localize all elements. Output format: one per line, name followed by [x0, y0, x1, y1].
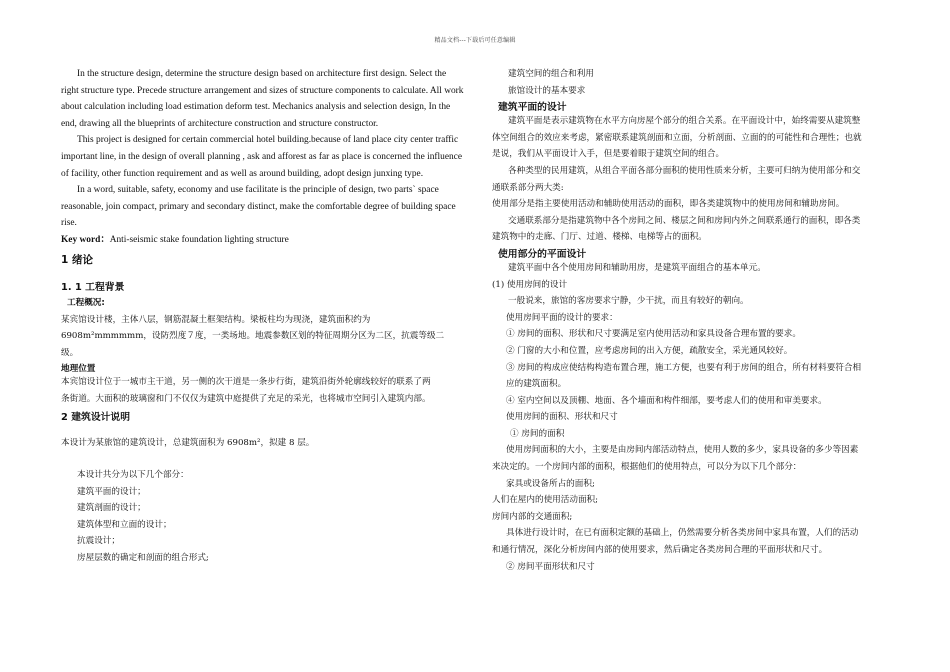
text-line: 建筑空间的组合和利用 [508, 69, 594, 79]
text-line: (1) 使用房间的设计 [492, 279, 568, 290]
design-parts-list [61, 467, 473, 567]
page-header: 精品文档---下载后可任意编辑 [434, 37, 516, 44]
text-line: 使用房间的面积、形状和尺寸 [506, 412, 618, 423]
text-line: 一般说来，旅馆的客房要求宁静，少干扰，而且有较好的朝向。 [508, 296, 749, 307]
text-line: 建筑物中的走廊、门厅、过道、楼梯、电梯等占的面积。 [492, 232, 707, 243]
text-line: 使用房间面积的大小，主要是由房间内部活动特点，使用人数的多少，家具设备的多少等因素 [506, 445, 859, 456]
design-paragraph [492, 525, 902, 558]
location-paragraph [61, 374, 473, 407]
use-part-title: 使用部分的平面设计 [498, 248, 587, 260]
text-line: 来决定的。一个房间内部的面积，根据他们的使用特点，可以分为以下几个部分： [492, 462, 802, 473]
abstract-paragraph-2 [61, 132, 473, 182]
text-line: 具体进行设计时，在已有面积定额的基础上，仍然需要分析各类房间中家具布置，人们的活动 [506, 528, 859, 539]
text-line: 旅馆设计的基本要求 [508, 85, 586, 96]
section-1-1-title: 1. 1 工程背景 [61, 281, 125, 293]
list-item: 建筑剖面的设计； [77, 503, 146, 514]
keywords-text: Anti-seismic stake foundation lighting structure [109, 234, 289, 245]
plan-paragraph-4 [492, 213, 902, 246]
text-line: 本宾馆设计位于一城市主干道，另一侧的次干道是一条步行街，建筑沿街外轮廓线较好的联系了两 [61, 377, 431, 388]
list-item: ① 房间的面积、形状和尺寸要满足室内使用活动和家具设备合理布置的要求。 [506, 329, 801, 340]
overview-label: 工程概况: [67, 297, 105, 308]
text-line: 和通行情况，深化分析房间内部的使用要求，然后确定各类房间合理的平面形状和尺寸。 [492, 545, 828, 556]
plan-paragraph-3: 使用部分是指主要使用活动和辅助使用活动的面积，即各类建筑物中的使用房间和辅助房间。 [492, 199, 845, 210]
plan-paragraph-2 [492, 163, 902, 196]
list-item: 建筑体型和立面的设计； [77, 519, 172, 530]
list-item: 本设计共分为以下几个部分： [77, 470, 189, 481]
section-1-title: 1 绪论 [61, 253, 93, 266]
text-line: 交通联系部分是指建筑物中各个房间之间、楼层之间和房间内外之间联系通行的面积，即各类 [508, 215, 861, 226]
text-line: 级。 [61, 347, 79, 358]
list-item: 家具或设备所占的面积; [506, 478, 595, 489]
left-column [61, 66, 473, 567]
text-line: 体空间组合的效应来考虑，紧密联系建筑剖面和立面，分析剖面、立面的的可能性和合理性；也就 [492, 132, 862, 143]
list-item: 人们在屋内的使用活动面积; [492, 495, 599, 506]
text-line: 各种类型的民用建筑，从组合平面各部分面积的使用性质来分析，主要可归纳为使用部分和交 [508, 165, 861, 176]
text-line: about calculation including load estimation deform test. Mechanics analysis and selection design, In the [61, 102, 451, 113]
keywords-label: Key word： [61, 234, 110, 245]
location-label: 地理位置 [61, 364, 96, 375]
text-line: right structure type. Precede structure arrangement and sizes of structure components to calculate. All work [61, 85, 464, 96]
text-line: 是说，我们从平面设计入手，但是要着眼于建筑空间的组合。 [492, 149, 725, 160]
section-2-intro: 本设计为某旅馆的建筑设计，总建筑面积为 6908m²，拟建 8 层。 [61, 437, 315, 448]
use-part-list [492, 260, 902, 443]
text-line: In the structure design, determine the structure design based on architecture first design. Select the [77, 69, 447, 79]
text-line: 建筑平面中各个使用房间和辅助用房，是建筑平面组合的基本单元。 [508, 262, 766, 273]
list-item: 抗震设计； [77, 536, 120, 547]
overview-paragraph [61, 312, 473, 362]
text-line: This project is designed for certain commercial hotel building.because of land place city center traffic [77, 135, 459, 146]
text-line: ① 房间的面积 [510, 428, 565, 439]
list-item: ② 门窗的大小和位置，应考虑房间的出入方便，疏散安全，采光通风较好。 [506, 345, 793, 356]
text-line: 通联系部分两大类: [492, 182, 564, 193]
text-line: of facility, other function requirement and as well as around building, adopt design junxing type. [61, 168, 424, 179]
list-item: ④ 室内空间以及顶棚、地面、各个墙面和构件细部，要考虑人们的使用和审美要求。 [506, 395, 827, 406]
text-line: 应的建筑面积。 [506, 379, 567, 390]
text-line: 条街道。大面积的玻璃窗和门不仅仅为建筑中庭提供了充足的采光，也将城市空间引入建筑内部。 [61, 393, 431, 404]
plan-design-title: 建筑平面的设计 [498, 102, 567, 114]
text-line: 建筑平面是表示建筑物在水平方向房屋个部分的组合关系。在平面设计中，始终需要从建筑整 [508, 116, 861, 127]
list-item: 房间内部的交通面积; [492, 511, 573, 522]
text-line: end, drawing all the blueprints of architecture construction and structure constructor. [61, 118, 379, 129]
list-item: ③ 房间的构成应使结构构造布置合理，施工方便，也要有利于房间的组合，所有材料要符合相 [506, 362, 862, 373]
section-2-title: 2 建筑设计说明 [61, 411, 131, 423]
plan-paragraph-1 [492, 113, 902, 163]
keywords-line [61, 232, 473, 249]
area-parts-list [492, 476, 902, 526]
list-item: 房屋层数的确定和剖面的组合形式; [77, 553, 209, 564]
text-line: ② 房间平面形状和尺寸 [506, 561, 595, 572]
abstract-paragraph-1 [61, 66, 473, 132]
right-column [492, 66, 902, 575]
text-line: 6908m²mmmmmm，设防烈度７度，一类场地。地震参数区划的特征周期分区为二区，抗震等级二 [61, 331, 445, 342]
text-line: important line, in the design of overall planning , ask and afforest as far as place is concerned the influence [61, 151, 462, 162]
text-line: 使用房间平面的设计的要求： [506, 312, 618, 323]
text-line: In a word, suitable, safety, economy and use facilitate is the principle of design, two parts` space [77, 185, 439, 196]
text-line: 某宾馆设计楼，主体八层，钢筋混凝土框架结构。梁板柱均为现浇，建筑面积约为 [61, 314, 371, 325]
text-line: reasonable, join compact, primary and secondary distinct, make the comfortable degree of building space [61, 201, 456, 212]
area-paragraph [492, 442, 902, 475]
list-item: 建筑平面的设计； [77, 486, 146, 497]
text-line: rise. [61, 218, 77, 229]
abstract-paragraph-3 [61, 182, 473, 232]
